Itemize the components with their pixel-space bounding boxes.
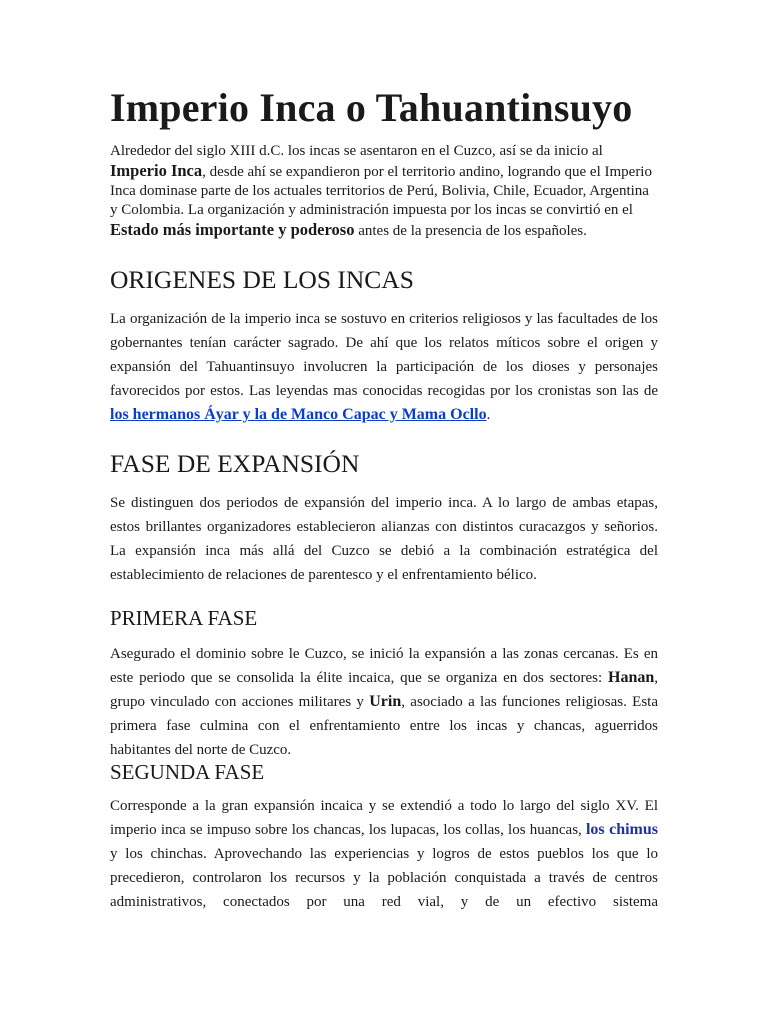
primera-text-1: Asegurado el dominio sobre le Cuzco, se inició la expansión a las zonas cercanas. Es en este periodo que se consolida la élite incaica, que se organiza en dos sectores: [110, 646, 658, 686]
bold-hanan: Hanan [608, 669, 655, 686]
primera-text-2: , grupo vinculado con acciones militares y [110, 670, 658, 710]
primera-text-3: , asociado a las funciones religiosas. Esta primera fase culmina con el enfrentamiento entre los incas y chancas, aguerridos habitantes del norte de Cuzco. [110, 694, 658, 758]
bold-los-chimus: los chimus [585, 821, 658, 838]
origenes-text-2: . [486, 407, 491, 423]
intro-text-1: Alrededor del siglo XIII d.C. los incas se asentaron en el Cuzco, así se da inicio al [110, 143, 603, 159]
bold-urin: Urin [369, 693, 402, 710]
page-title: Imperio Inca o Tahuantinsuyo [110, 85, 633, 130]
intro-text-2: , desde ahí se expandieron por el territorio andino, logrando que el Imperio Inca dominase parte de los actuales territorios de Perú, Bolivia, Chile, Ecuador, Argentina y Colombia. La organización y administración impuesta por los incas se convirtió en el [110, 164, 652, 218]
origenes-paragraph [110, 307, 658, 427]
intro-bold-imperio-inca: Imperio Inca [110, 161, 203, 180]
heading-primera-fase: PRIMERA FASE [110, 606, 258, 630]
heading-origenes: ORIGENES DE LOS INCAS [110, 265, 414, 294]
heading-segunda-fase: SEGUNDA FASE [110, 760, 265, 784]
intro-paragraph [110, 142, 658, 241]
segunda-fase-paragraph [110, 794, 658, 914]
link-hermanos-ayar[interactable]: los hermanos Áyar y la de Manco Capac y Mama Ocllo [110, 406, 487, 423]
origenes-text-1: La organización de la imperio inca se sostuvo en criterios religiosos y las facultades de los gobernantes tenían carácter sagrado. De ahí que los relatos míticos sobre el origen y expansión del Tahuantinsuyo involucren la participación de los dioses y personajes favorecidos por estos. Las leyendas mas conocidas recogidas por los cronistas son las de [110, 311, 658, 399]
segunda-text-1: Corresponde a la gran expansión incaica y se extendió a todo lo largo del siglo XV. El imperio inca se impuso sobre los chancas, los lupacas, los collas, los huancas, [110, 798, 658, 838]
intro-bold-estado: Estado más importante y poderoso [110, 220, 355, 239]
heading-fase-expansion: FASE DE EXPANSIÓN [110, 449, 360, 478]
segunda-text-2: y los chinchas. Aprovechando las experiencias y logros de estos pueblos los que lo precedieron, controlaron los recursos y la población conquistada a través de centros administrativos, conectados por una red vial, y de un efectivo sistema [110, 846, 658, 910]
intro-text-3: antes de la presencia de los españoles. [354, 223, 587, 239]
fase-expansion-paragraph: Se distinguen dos periodos de expansión del imperio inca. A lo largo de ambas etapas, estos brillantes organizadores establecieron alianzas con distintos curacazgos y señorios. La expansión inca más allá del Cuzco se debió a la combinación estratégica del establecimiento de relaciones de parentesco y el enfrentamiento bélico. [110, 495, 658, 583]
primera-fase-paragraph [110, 642, 658, 762]
